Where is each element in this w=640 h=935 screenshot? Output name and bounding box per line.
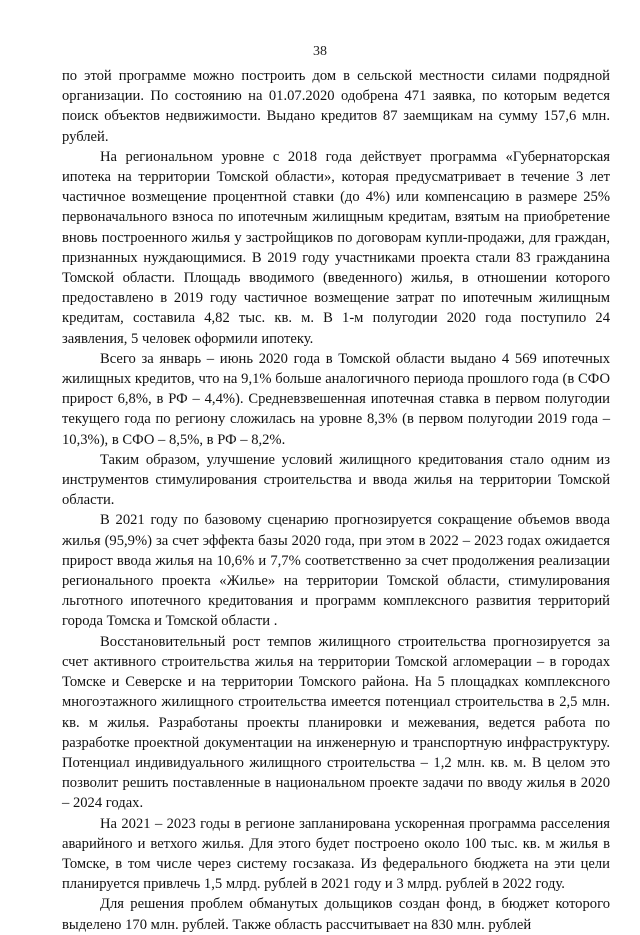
paragraph-conclusion-credit: Таким образом, улучшение условий жилищного кредитования стало одним из инструментов стимулирования строительства и ввода жилья на территории Томской области. [62, 451, 610, 509]
paragraph-forecast-2021: В 2021 году по базовому сценарию прогнозируется сокращение объемов ввода жилья (95,9%) за счет эффекта базы 2020 года, при этом в 2022 – 2023 годах ожидается прирост ввода жилья на 10,6% и 7,7% соответственно за счет продолжения реализации регионального проекта «Жилье» на территории Томской области, стимулирования льготного ипотечного кредитования и программ комплексного развития территорий города Томска и Томской области . [62, 512, 610, 630]
body-text [62, 66, 610, 935]
paragraph-governor-mortgage: На региональном уровне с 2018 года действует программа «Губернаторская ипотека на территории Томской области», которая предусматривает в течение 3 лет частичное возмещение процентной ставки (до 4%) или компенсацию в размере 25% первоначального взноса по ипотечным жилищным кредитам, взятым на приобретение вновь построенного жилья у застройщиков по договорам купли-продажи, для граждан, признанных нуждающимися. В 2019 году участниками проекта стали 83 гражданина Томской области. Площадь вводимого (введенного) жилья, в отношении которого предоставлено в 2019 году частичное возмещение затрат по ипотечным жилищным кредитам, составила 4,82 тыс. кв. м. В 1-м полугодии 2020 года поступило 24 заявления, 5 человек оформили ипотеку. [62, 148, 610, 347]
paragraph-defrauded-shareholders: Для решения проблем обманутых дольщиков создан фонд, в бюджет которого выделено 170 млн. рублей. Также область рассчитывает на 830 млн. рублей [62, 896, 610, 933]
paragraph-resettlement: На 2021 – 2023 годы в регионе запланирована ускоренная программа расселения аварийного и ветхого жилья. Для этого будет построено около 100 тыс. кв. м жилья в Томске, в том числе через систему госзаказа. Из федерального бюджета на эти цели планируется привлечь 1,5 млрд. рублей в 2021 году и 3 млрд. рублей в 2022 году. [62, 815, 610, 893]
paragraph-mortgage-statistics: Всего за январь – июнь 2020 года в Томской области выдано 4 569 ипотечных жилищных кредитов, что на 9,1% больше аналогичного периода прошлого года (в СФО прирост 6,8%, в РФ – 4,4%). Средневзвешенная ипотечная ставка в первом полугодии текущего года по региону сложилась на уровне 8,3% (в первом полугодии 2019 года – 10,3%), в СФО – 8,5%, в РФ – 8,2%. [62, 350, 610, 448]
paragraph-mortgage-rural-continuation: по этой программе можно построить дом в сельской местности силами подрядной организации. По состоянию на 01.07.2020 одобрена 471 заявка, по которым ведется поиск объектов недвижимости. Выдано кредитов 87 заемщикам на сумму 157,6 млн. рублей. [62, 68, 610, 145]
paragraph-recovery-growth: Восстановительный рост темпов жилищного строительства прогнозируется за счет активного строительства жилья на территории Томской агломерации – в городах Томске и Северске и на территории Томского района. На 5 площадках комплексного многоэтажного жилищного строительства имеется потенциал строительства в 2,5 млн. кв. м жилья. Разработаны проекты планировки и межевания, ведется работа по разработке проектной документации на инженерную и транспортную инфраструктуру. Потенциал индивидуального жилищного строительства – 1,2 млн. кв. м. В целом это позволит решить поставленные в национальном проекте задачи по вводу жилья в 2020 – 2024 годах. [62, 633, 610, 812]
page-number: 38 [313, 44, 327, 59]
